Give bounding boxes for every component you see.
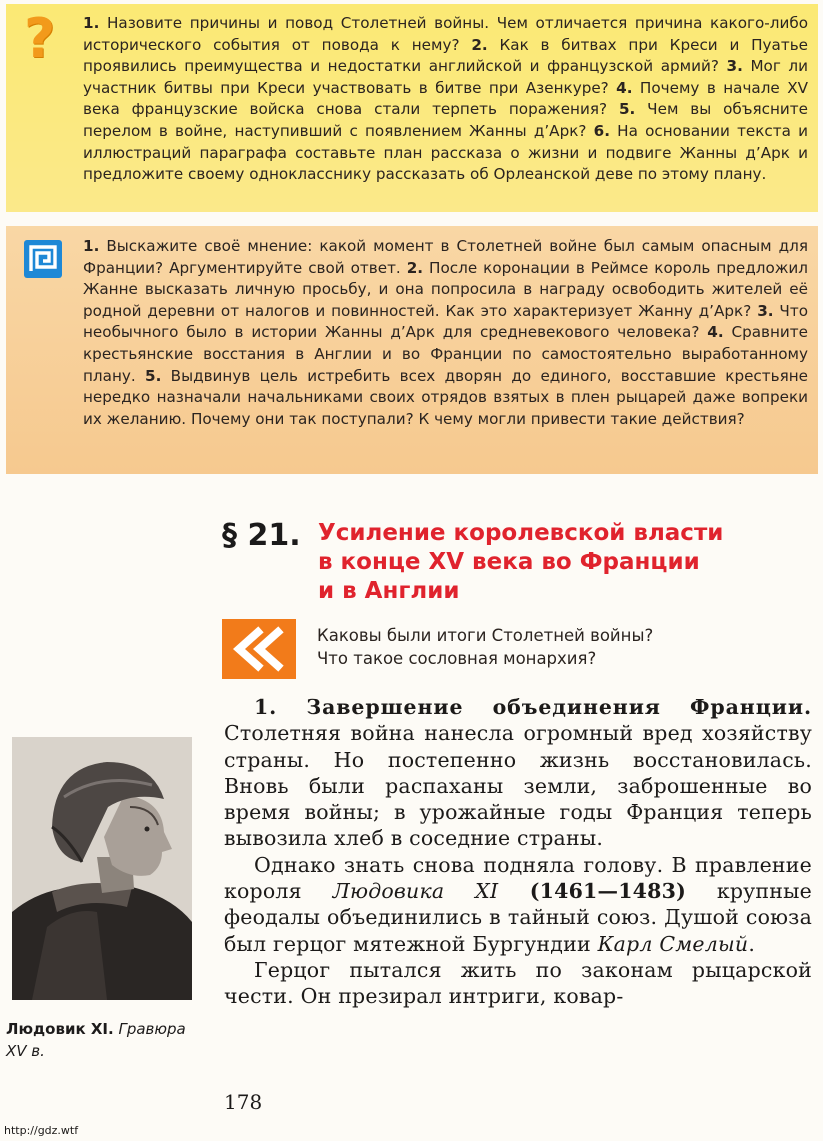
paragraph-text: Герцог пытался жить по законам рыцарской чести. Он презирал интриги, ковар- <box>224 957 812 1009</box>
portrait-caption <box>6 1018 196 1062</box>
question-text: Мог ли участник битвы при Креси участвовать в битве при Азенкуре? <box>83 57 808 97</box>
section-title-line: Усиление королевской власти <box>318 520 724 546</box>
paragraph <box>224 957 812 1010</box>
question-number: 3. <box>726 57 743 76</box>
task-text: Что необычного было в истории Жанны д’Арк для средневекового человека? <box>83 301 808 342</box>
question-text: Почему в начале XV века французские войска снова стали терпеть поражения? <box>83 78 808 119</box>
task-number: 2. <box>406 258 424 277</box>
tasks-text <box>83 236 808 430</box>
question-number: 5. <box>618 100 636 119</box>
question-text: Назовите причины и повод Столетней войны. Чем отличается причина какого-либо исторического события от повода к нему? <box>83 14 808 54</box>
review-questions <box>317 624 653 670</box>
task-text: Выскажите своё мнение: какой момент в Столетней войне был самым опасным для Франции? Аргументируйте свой ответ. <box>83 237 808 277</box>
question-number: 2. <box>471 35 488 54</box>
rewind-icon <box>222 619 296 679</box>
section-title-line: и в Англии <box>318 578 460 604</box>
paragraph-text: Однако знать снова подняла голову. В правление короля <box>224 852 812 904</box>
paragraph-text: Столетняя война нанесла огромный вред хозяйству страны. Но постепенно жизнь восстановилась. Вновь были распаханы земли, заброшенные во время войны; в урожайные годы Франция теперь вывозила хлеб в соседние страны. <box>224 721 812 851</box>
paragraph <box>224 852 812 957</box>
watermark: http://gdz.wtf <box>4 1124 79 1137</box>
question-number: 1. <box>83 14 100 32</box>
paragraph <box>224 694 812 852</box>
task-text: Выдвинув цель истребить всех дворян до единого, восставшие крестьяне нередко назначали начальниками своих отрядов взятых в плен рыцарей даже вопреки их желанию. Почему они так поступали? К чему могли привести такие действия? <box>83 366 808 428</box>
question-text: Как в битвах при Креси и Пуатье проявились преимущества и недостатки английской и французской армий? <box>83 35 808 76</box>
task-number: 1. <box>83 237 100 255</box>
task-text: Сравните крестьянские восстания в Англии и во Франции по самостоятельно выработанному плану. <box>83 323 808 385</box>
caption-subtitle: Гравюра XV в. <box>6 1020 186 1060</box>
page-number: 178 <box>224 1090 263 1114</box>
question-number: 4. <box>616 78 633 97</box>
king-name: Людовика XI <box>332 879 499 904</box>
tasks-box <box>6 226 818 474</box>
review-question: Что такое сословная монархия? <box>317 649 597 668</box>
question-number: 6. <box>593 121 610 140</box>
questions-text <box>83 13 808 186</box>
paragraph-text: . <box>748 931 756 956</box>
task-number: 5. <box>145 366 162 385</box>
question-text: Чем вы объясните перелом в войне, наступивший с появлением Жанны д’Арк? <box>83 100 808 140</box>
reign-years: (1461—1483) <box>498 879 686 904</box>
caption-title: Людовик XI. <box>6 1020 114 1038</box>
question-text: На основании текста и иллюстраций параграфа составьте план рассказа о жизни и подвиге Жанны д’Арк и предложите своему однокласснику рассказать об Орлеанской деве по этому плану. <box>83 121 809 184</box>
duke-name: Карл Смелый <box>597 931 749 956</box>
subsection-heading: 1. Завершение объединения Франции. <box>254 695 812 719</box>
section-title-line: в конце XV века во Франции <box>318 549 700 575</box>
paragraph-text: крупные феодалы объединились в тайный союз. Душой союза был герцог мятежной Бургундии <box>224 879 812 956</box>
task-number: 3. <box>757 301 774 320</box>
question-mark-icon: ? <box>24 7 56 70</box>
spiral-icon <box>24 240 62 278</box>
section-body <box>224 694 812 1010</box>
section-title <box>318 519 798 606</box>
task-text: После коронации в Реймсе король предложил Жанне высказать личную просьбу, и она попросила в награду освободить жителей её родной деревни от налогов и повинностей. Как это характеризует Жанну д’Арк? <box>83 258 809 320</box>
review-question: Каковы были итоги Столетней войны? <box>317 626 654 645</box>
questions-box <box>6 4 818 212</box>
section-number: § 21. <box>222 518 301 553</box>
louis-xi-portrait-image <box>12 737 192 1000</box>
task-number: 4. <box>707 323 724 342</box>
